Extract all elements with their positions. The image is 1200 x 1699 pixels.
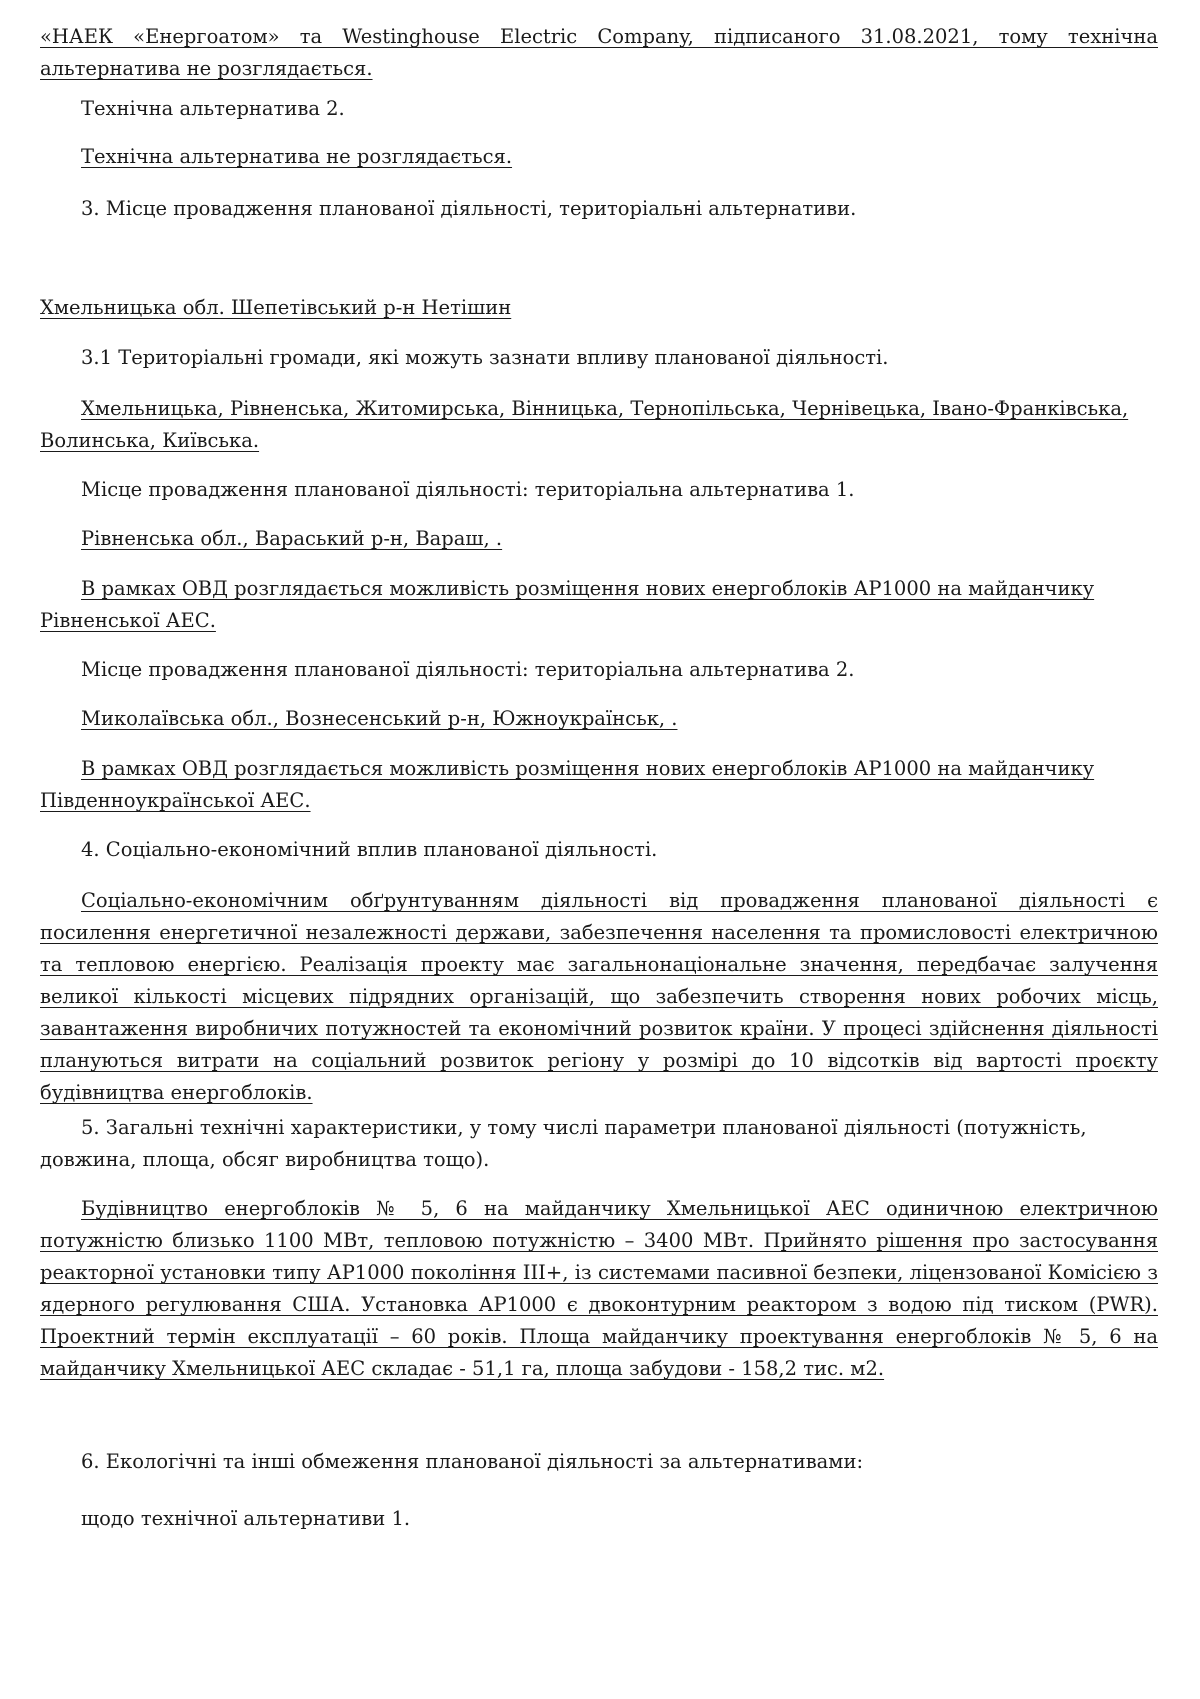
territorial-alternative-2-address-text: Миколаївська обл., Вознесенський р-н, Южноукраїнськ, . — [81, 707, 678, 730]
paragraph-territorial-alternative-2-description: В рамках ОВД розглядається можливість розміщення нових енергоблоків АР1000 на майданчику Південноукраїнської АЕС. — [40, 757, 1095, 812]
paragraph-territorial-alternative-1-description: В рамках ОВД розглядається можливість розміщення нових енергоблоків АР1000 на майданчику Рівненської АЕС. — [40, 577, 1095, 632]
paragraph-territorial-alternative-1-address — [40, 523, 1158, 555]
paragraph-technical-characteristics: Будівництво енергоблоків № 5, 6 на майданчику Хмельницької АЕС одиничною електричною потужністю близько 1100 МВт, тепловою потужністю – 3400 МВт. Прийнято рішення про застосування реакторної установки типу АР1000 покоління ІІІ+, із системами пасивної безпеки, ліцензованої Комісією з ядерного регулювання США. Установка АР1000 є двоконтурним реактором з водою під тиском (PWR). Проектний термін експлуатації – 60 років. Площа майданчику проектування енергоблоків № 5, 6 на майданчику Хмельницької АЕС складає - 51,1 га, площа забудови - 158,2 тис. м2. — [40, 1197, 1158, 1380]
paragraph-territorial-alternative-2-address — [40, 703, 1158, 735]
paragraph-technical-alternative-1-conclusion: «НАЕК «Енергоатом» та Westinghouse Electric Company, підписаного 31.08.2021, тому технічна альтернатива не розглядається. — [40, 25, 1158, 80]
paragraph-technical-alternative-1-constraints: щодо технічної альтернативи 1. — [81, 1507, 411, 1530]
paragraph-socioeconomic-impact: Соціально-економічним обґрунтуванням діяльності від провадження планованої діяльності є посилення енергетичної незалежності держави, забезпечення населення та промисловості електричною та тепловою енергією. Реалізація проекту має загальнонаціональне значення, передбачає залучення великої кількості місцевих підрядних організацій, що забезпечить створення нових робочих місць, завантаження виробничих потужностей та економічний розвиток країни. У процесі здійснення діяльності плануються витрати на соціальний розвиток регіону у розмірі до 10 відсотків від вартості проєкту будівництва енергоблоків. — [40, 889, 1158, 1104]
paragraph-location-address — [40, 292, 1158, 324]
territorial-alternative-1-address-text: Рівненська обл., Вараський р-н, Вараш, . — [81, 527, 503, 550]
location-address-text: Хмельницька обл. Шепетівський р-н Нетішин — [40, 296, 512, 319]
heading-technical-alternative-2: Технічна альтернатива 2. — [81, 97, 345, 120]
paragraph-affected-communities: Хмельницька, Рівненська, Житомирська, Вінницька, Тернопільська, Чернівецька, Івано-Франківська, Волинська, Київська. — [40, 397, 1129, 452]
heading-territorial-alternative-2: Місце провадження планованої діяльності: територіальна альтернатива 2. — [81, 658, 855, 681]
heading-section-5-characteristics: 5. Загальні технічні характеристики, у тому числі параметри планованої діяльності (потужність, довжина, площа, обсяг виробництва тощо). — [40, 1116, 1087, 1171]
heading-section-4-socioeconomic: 4. Соціально-економічний вплив планованої діяльності. — [81, 838, 658, 861]
heading-section-6-constraints: 6. Екологічні та інші обмеження планованої діяльності за альтернативами: — [81, 1450, 864, 1473]
technical-alternative-2-text: Технічна альтернатива не розглядається. — [81, 145, 513, 168]
heading-section-3-location: 3. Місце провадження планованої діяльності, територіальні альтернативи. — [81, 197, 857, 220]
paragraph-technical-alternative-2-conclusion — [40, 141, 1158, 173]
heading-section-3-1-communities: 3.1 Територіальні громади, які можуть зазнати впливу планованої діяльності. — [81, 346, 889, 369]
heading-territorial-alternative-1: Місце провадження планованої діяльності: територіальна альтернатива 1. — [81, 478, 855, 501]
